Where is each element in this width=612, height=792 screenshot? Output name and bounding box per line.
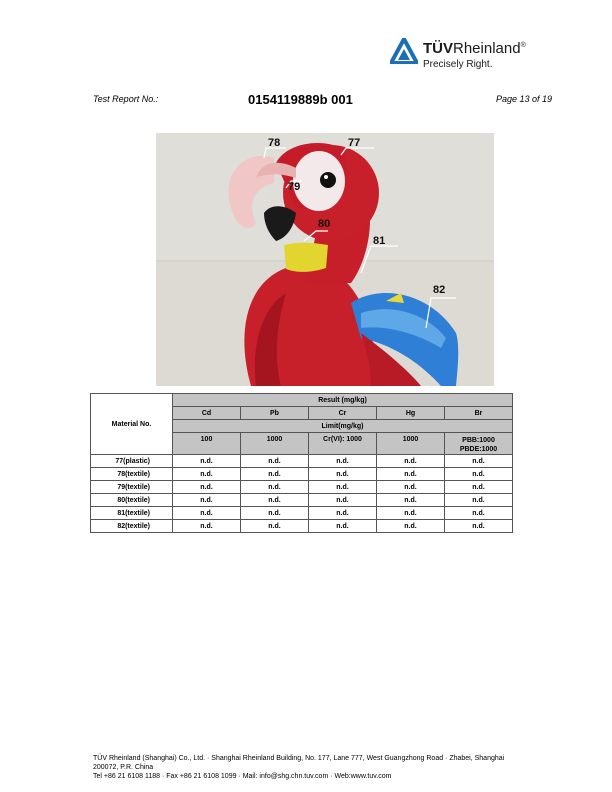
result-cell: n.d. (377, 507, 445, 520)
product-photo (156, 133, 494, 386)
result-cell: n.d. (241, 468, 309, 481)
material-cell: 79(textile) (91, 481, 173, 494)
result-cell: n.d. (445, 520, 513, 533)
result-cell: n.d. (173, 455, 241, 468)
result-cell: n.d. (173, 468, 241, 481)
footer-contact: Tel +86 21 6108 1188 · Fax +86 21 6108 1099 · Mail: info@shg.chn.tuv.com · Web:www.tuv.com (93, 773, 392, 780)
result-cell: n.d. (173, 507, 241, 520)
table-row (91, 468, 513, 481)
photo-label: 80 (318, 218, 331, 230)
result-cell: n.d. (241, 455, 309, 468)
result-cell: n.d. (445, 455, 513, 468)
report-number-label: Test Report No.: (93, 94, 159, 104)
material-cell: 80(textile) (91, 494, 173, 507)
result-cell: n.d. (309, 520, 377, 533)
table-row (91, 455, 513, 468)
limit-value-br: PBB:1000 PBDE:1000 (445, 433, 513, 455)
table-row (91, 494, 513, 507)
brand-name: TÜVRheinland® (423, 40, 526, 57)
tuv-rheinland-logo (390, 36, 540, 76)
result-cell: n.d. (241, 520, 309, 533)
result-cell: n.d. (241, 507, 309, 520)
result-cell: n.d. (445, 494, 513, 507)
element-header: Cd (173, 407, 241, 420)
photo-label: 81 (373, 235, 386, 247)
material-cell: 81(textile) (91, 507, 173, 520)
result-cell: n.d. (445, 507, 513, 520)
result-cell: n.d. (309, 494, 377, 507)
footer-address: TÜV Rheinland (Shanghai) Co., Ltd. · Shanghai Rheinland Building, No. 177, Lane 777, West Guangzhong Road · Zhabei, Shanghai (93, 755, 505, 762)
element-header: Br (445, 407, 513, 420)
material-header: Material No. (91, 394, 173, 455)
result-cell: n.d. (309, 455, 377, 468)
footer-address-cont: 200072, P.R. China (93, 764, 154, 771)
element-header: Cr (309, 407, 377, 420)
brand-tagline: Precisely Right. (423, 59, 493, 70)
photo-label: 77 (348, 137, 361, 149)
table-row (91, 481, 513, 494)
limit-value: 100 (173, 433, 241, 455)
limit-value: 1000 (241, 433, 309, 455)
limit-header: Limit(mg/kg) (173, 420, 513, 433)
result-cell: n.d. (309, 507, 377, 520)
material-cell: 82(textile) (91, 520, 173, 533)
result-cell: n.d. (445, 468, 513, 481)
result-cell: n.d. (173, 520, 241, 533)
footer (93, 754, 543, 781)
results-table (90, 393, 513, 533)
triangle-logo-icon (390, 38, 418, 64)
material-cell: 78(textile) (91, 468, 173, 481)
result-cell: n.d. (241, 494, 309, 507)
result-cell: n.d. (377, 455, 445, 468)
limit-value: 1000 (377, 433, 445, 455)
material-cell: 77(plastic) (91, 455, 173, 468)
result-cell: n.d. (309, 468, 377, 481)
element-header: Pb (241, 407, 309, 420)
photo-label: 79 (288, 181, 301, 193)
photo-label: 82 (433, 284, 446, 296)
result-cell: n.d. (377, 520, 445, 533)
element-header: Hg (377, 407, 445, 420)
photo-label: 78 (268, 137, 281, 149)
result-cell: n.d. (173, 481, 241, 494)
result-header: Result (mg/kg) (173, 394, 513, 407)
result-cell: n.d. (377, 494, 445, 507)
result-cell: n.d. (377, 481, 445, 494)
table-row (91, 507, 513, 520)
table-row (91, 520, 513, 533)
result-cell: n.d. (241, 481, 309, 494)
result-cell: n.d. (445, 481, 513, 494)
page-number: Page 13 of 19 (496, 94, 553, 104)
limit-value: Cr(VI): 1000 (309, 433, 377, 455)
report-number: 0154119889b 001 (248, 92, 353, 107)
result-cell: n.d. (377, 468, 445, 481)
result-cell: n.d. (309, 481, 377, 494)
result-cell: n.d. (173, 494, 241, 507)
